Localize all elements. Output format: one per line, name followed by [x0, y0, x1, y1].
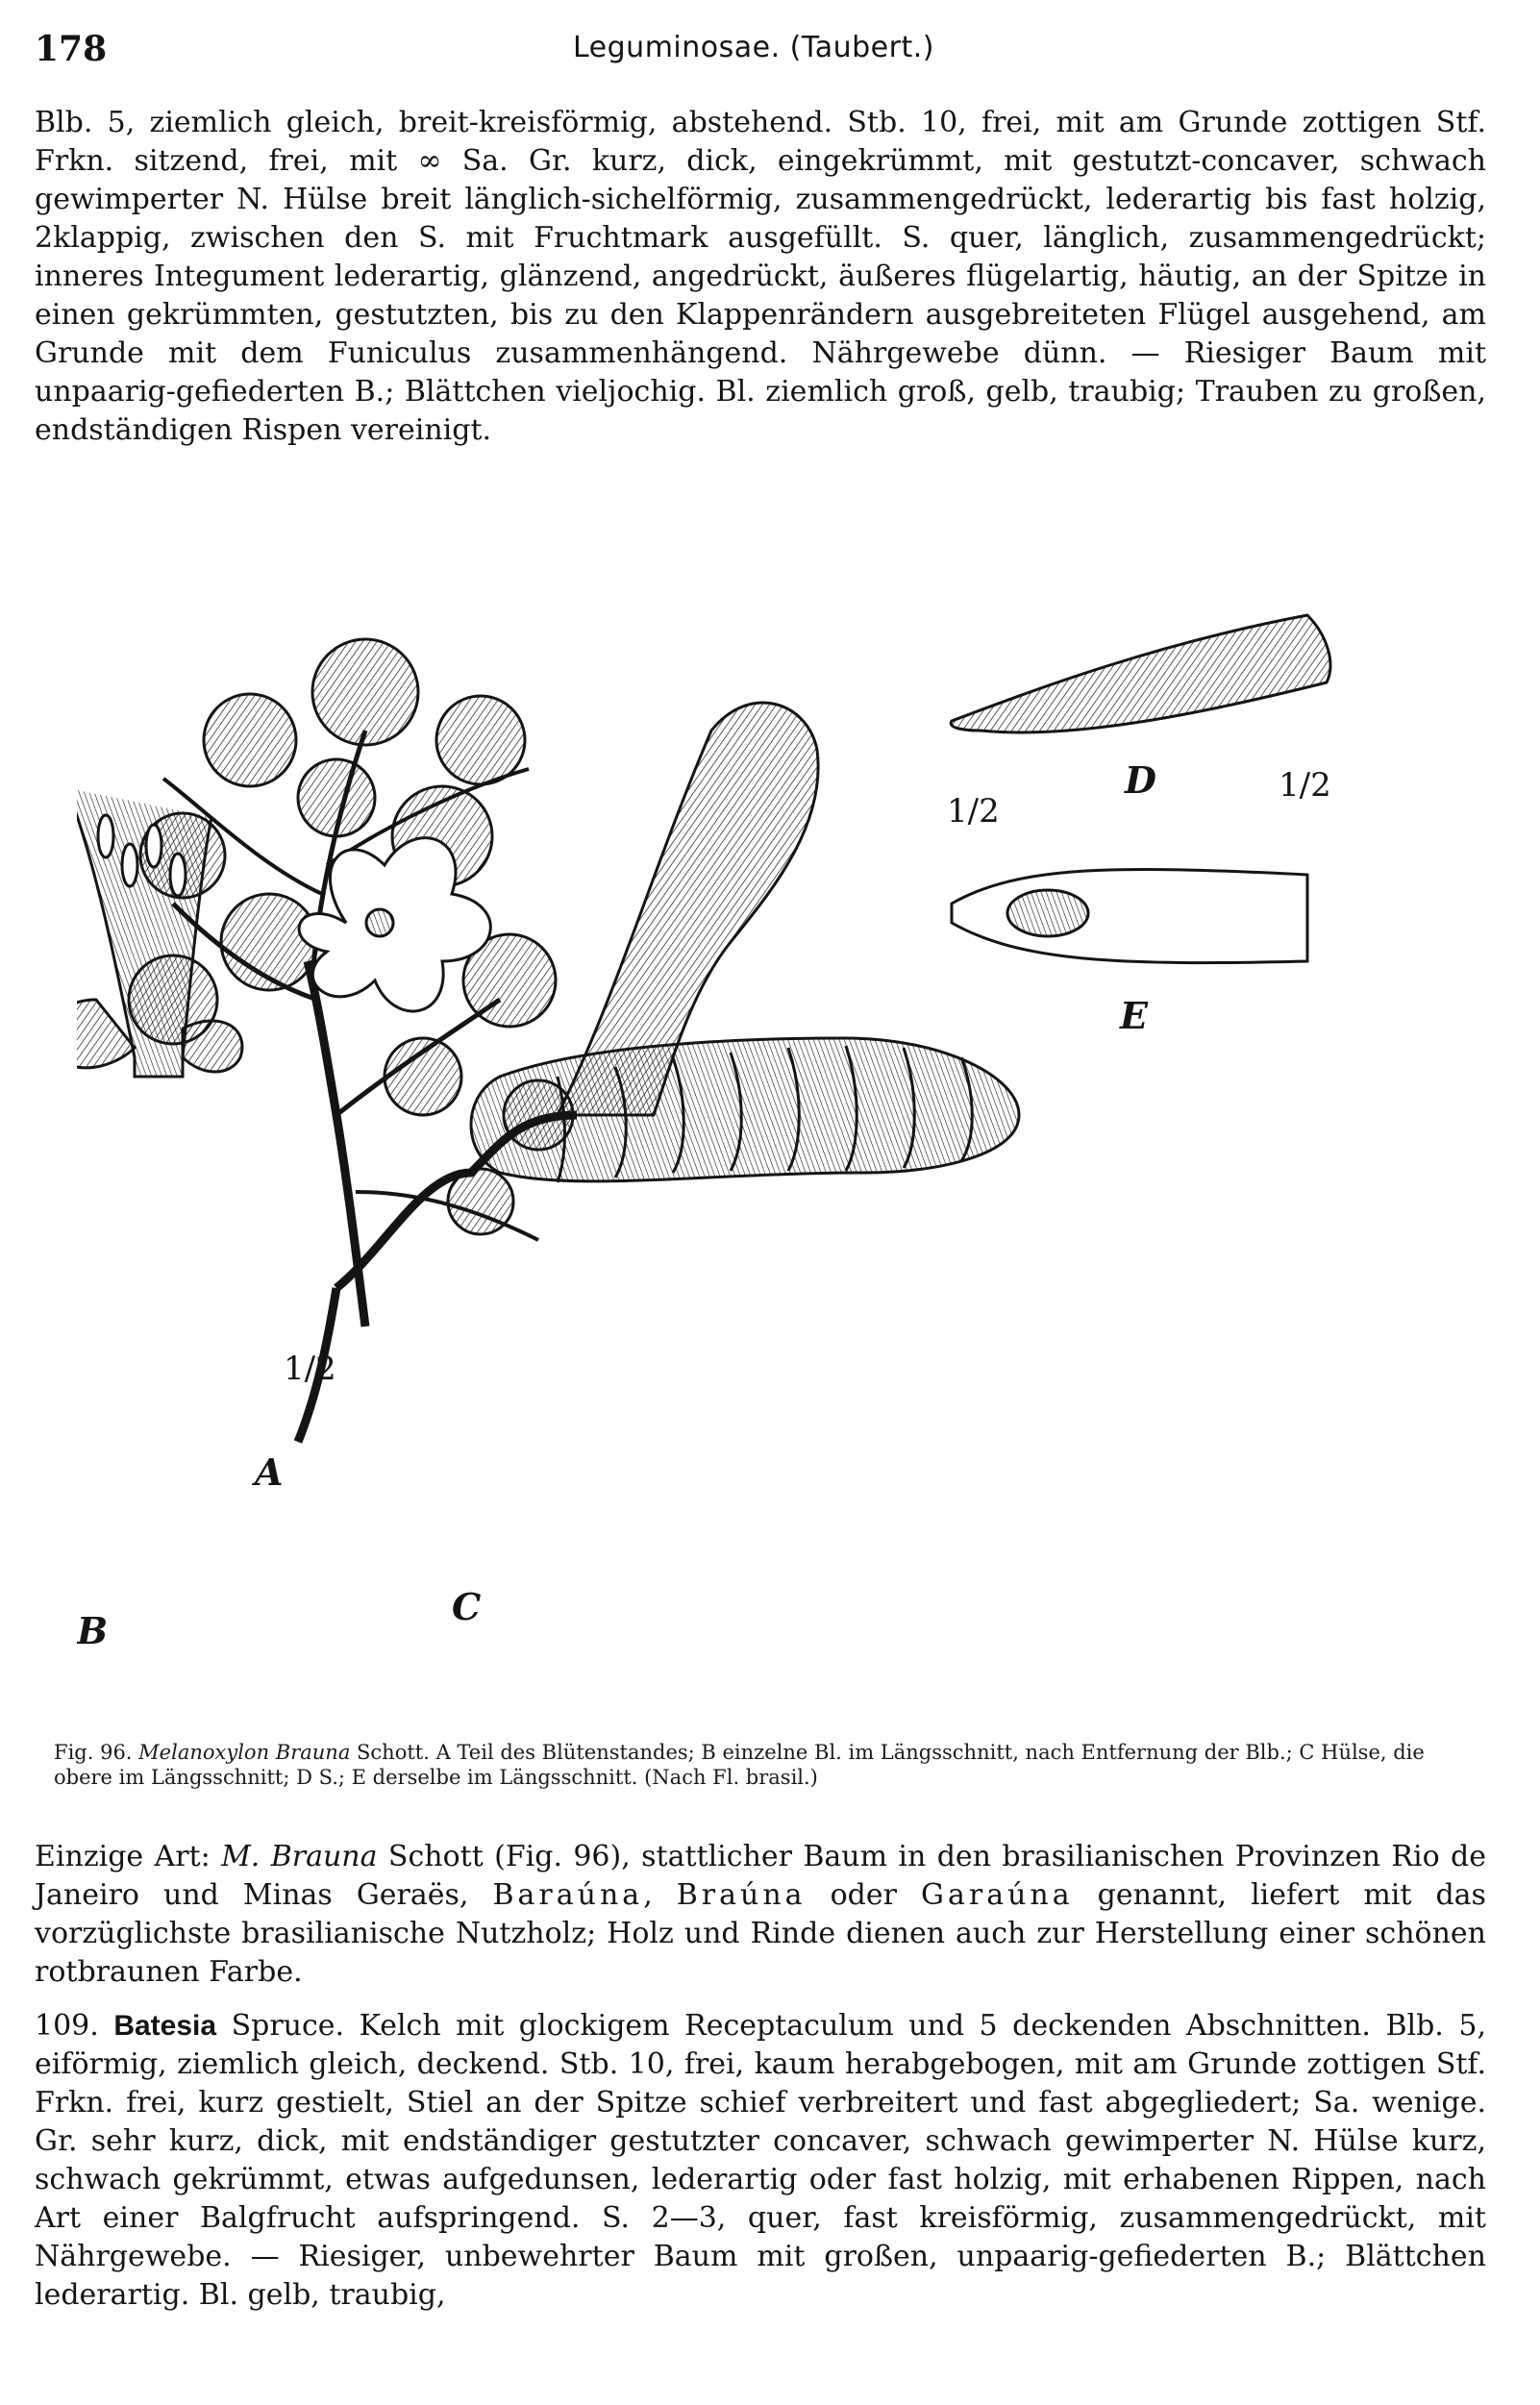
description-text: Blb. 5, ziemlich gleich, breit-kreisförmig, abstehend. Stb. 10, frei, mit am Grunde zottigen Stf. Frkn. sitzend, frei, mit ∞ Sa. Gr. kurz, dick, eingekrümmt, mit gestutzt-concaver, schwach gewimperter N. Hülse breit länglich-sichelförmig, zusammengedrückt, lederartig bis fast holzig, 2klappig, zwischen den S. mit Fruchtmark ausgefüllt. S. quer, länglich, zusammengedrückt; inneres Integument lederartig, glänzend, angedrückt, äußeres flügelartig, häutig, an der Spitze in einen gekrümmten, gestutzten, bis zu den Klappenrändern ausgebreiteten Flügel ausgehend, am Grunde mit dem Funiculus zusammenhängend. Nährgewebe dünn. — Riesiger Baum mit unpaarig-gefiederten B.; Blättchen vieljochig. Bl. ziemlich groß, gelb, traubig; Trauben zu großen, endständigen Rispen vereinigt.	[35, 106, 1486, 447]
botanical-illustration	[77, 577, 1471, 1711]
species-paragraph	[35, 1838, 1486, 1992]
figure-a-scale: 1/2	[284, 1350, 336, 1388]
species-text-2: genannt, liefert mit das vorzüglichste brasilianische Nutzholz; Holz und Rinde dienen auch zur Herstellung einer schönen rotbraunen Farbe.	[35, 1878, 1486, 1989]
caption-taxon: Melanoxylon Brauna	[138, 1741, 351, 1764]
genus-paragraph	[35, 2007, 1486, 2315]
species-sep-2: oder	[830, 1878, 897, 1912]
genus-author: Spruce.	[231, 2009, 345, 2043]
caption-text: A Teil des Blütenstandes; B einzelne Bl. im Längsschnitt, nach Entfernung der Blb.; C Hülse, die obere im Längsschnitt; D S.; E derselbe im Längsschnitt. (Nach Fl. brasil.)	[54, 1741, 1425, 1789]
running-head-title: Leguminosae. (Taubert.)	[573, 31, 934, 64]
species-text-1: Schott (Fig. 96), stattlicher Baum in den brasilianischen Provinzen Rio de Janeiro und Minas Geraës,	[35, 1840, 1486, 1912]
figure-c-label: C	[452, 1585, 482, 1628]
running-head	[35, 29, 1502, 77]
figure-a-inflorescence	[129, 639, 573, 1326]
figure-d-seed	[951, 615, 1330, 732]
figure-e-label: E	[1120, 994, 1148, 1037]
figure-e-seed-section	[952, 869, 1307, 962]
figure-a-label: A	[255, 1450, 284, 1494]
genus-number: 109.	[35, 2009, 99, 2043]
figure-c-scale: 1/2	[1279, 766, 1331, 805]
species-taxon: M. Brauna	[221, 1840, 378, 1873]
figure-b-label: B	[77, 1609, 109, 1652]
figure-96	[77, 577, 1471, 1711]
caption-author: Schott.	[357, 1741, 430, 1764]
page-number: 178	[35, 29, 108, 69]
species-common-name-2: Braúna	[676, 1878, 807, 1912]
species-common-name-1: Baraúna	[492, 1878, 644, 1912]
genus-text: Kelch mit glockigem Receptaculum und 5 deckenden Abschnitten. Blb. 5, eiförmig, ziemlich gleich, deckend. Stb. 10, frei, kaum herabgebogen, mit am Grunde zottigen Stf. Frkn. frei, kurz gestielt, Stiel an der Spitze schief verbreitert und fast abgegliedert; Sa. wenige. Gr. sehr kurz, dick, mit endständiger gestutzter concaver, schwach gewimperter N. Hülse kurz, schwach gekrümmt, etwas aufgedunsen, lederartig oder fast holzig, mit erhabenen Rippen, nach Art einer Balgfrucht aufspringend. S. 2—3, quer, fast kreisförmig, zusammengedrückt, mit Nährgewebe. — Riesiger, unbewehrter Baum mit großen, unpaarig-gefiederten B.; Blättchen lederartig. Bl. gelb, traubig,	[35, 2009, 1486, 2312]
figure-caption	[54, 1740, 1486, 1790]
description-paragraph	[35, 104, 1486, 450]
genus-name: Batesia	[113, 2010, 217, 2042]
caption-fig-ref: Fig. 96.	[54, 1741, 133, 1764]
species-sep-1: ,	[643, 1878, 653, 1912]
species-lead: Einzige Art:	[35, 1840, 211, 1873]
species-common-name-3: Garaúna	[921, 1878, 1074, 1912]
figure-de-scale: 1/2	[947, 792, 1000, 831]
figure-d-label: D	[1125, 758, 1156, 802]
